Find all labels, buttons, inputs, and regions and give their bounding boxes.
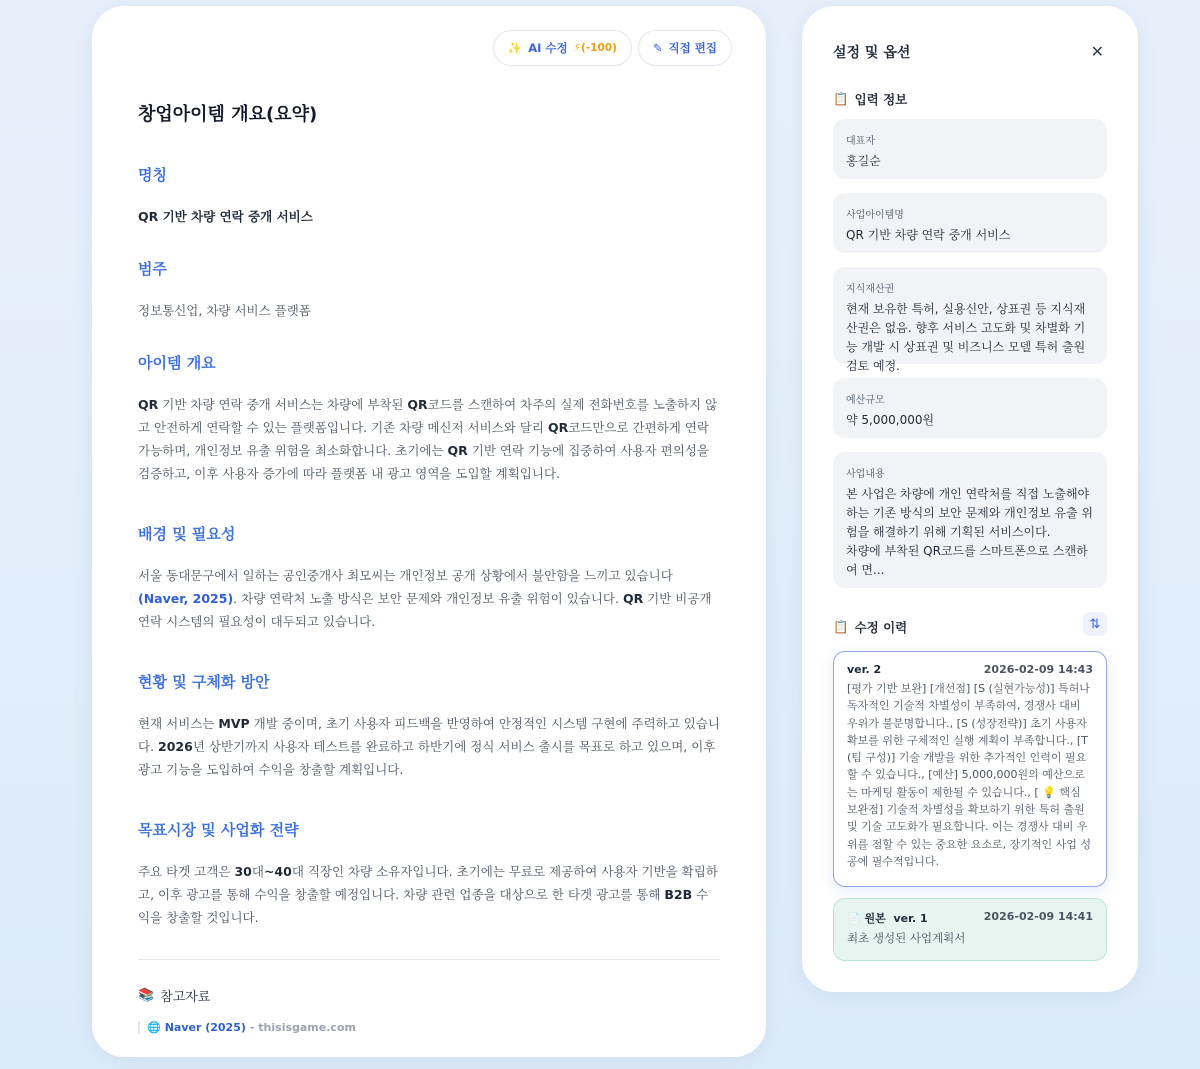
- history-title: 수정 이력: [854, 620, 908, 635]
- field-label: 대표자: [846, 136, 875, 147]
- settings-panel: [802, 6, 1138, 992]
- field-label: 지식재산권: [846, 284, 895, 295]
- section-heading: 목표시장 및 사업화 전략: [138, 821, 299, 839]
- field-business[interactable]: [833, 452, 1107, 588]
- section-paragraph: [138, 393, 720, 485]
- text-segment: QR: [138, 397, 159, 412]
- text-segment: B2B: [664, 887, 693, 902]
- version-body: [평가 기반 보완] [개선점] [S (실현가능성)] 특허나 독자적인 기술적 차별성이 부족하여, 경쟁사 대비 우위가 불분명합니다., [S (성장전략)] 초기 사용자 확보를 위한 구체적인 실행 계획이 부족합니다., [T (팀 구성)] 기술 개발을 위한 추가적인 인력이 필요할 수 있습니다., [예산] 5,000,000원의 예산으로는 마케팅 활동이 제한될 수 있습니다., [ 💡 핵심 보완점] 기술적 차별성을 확보하기 위한 특허 출원 및 기술 고도화가 필요합니다. 이는 경쟁사 대비 우위를 점할 수 있는 중요한 요소로, 장기적인 사업 성공에 필수적입니다.: [847, 682, 1091, 868]
- ai-edit-button[interactable]: [493, 30, 632, 66]
- section-paragraph: [138, 712, 720, 781]
- history-heading: [833, 618, 907, 636]
- text-segment: 기반 비공개 연락 시스템의 필요성이 대두되고 있습니다.: [138, 591, 712, 629]
- field-value: 본 사업은 차량에 개인 연락처를 직접 노출해야 하는 기존 방식의 보안 문제와 개인정보 유출 위험을 해결하기 위해 기획된 서비스이다. 차량에 부착된 QR코드를 스마트폰으로 스캔하여 면...: [846, 487, 1093, 577]
- globe-icon: 🌐: [147, 1021, 161, 1034]
- document-icon: 📄: [847, 912, 861, 925]
- clipboard-icon: 📋: [833, 619, 849, 634]
- field-ip[interactable]: [833, 267, 1107, 373]
- text-segment: MVP: [218, 716, 250, 731]
- input-info-heading: [833, 90, 907, 108]
- text-segment: 대: [251, 864, 264, 879]
- divider: [138, 959, 720, 960]
- text-segment: 코드를 스캔하여 차주의 실제 전화번호를 노출하지 않고 안전하게 연락할 수 있는 플랫폼입니다. 기존 차량 메신저 서비스와 달리: [138, 397, 718, 435]
- text-segment: ~40: [263, 864, 292, 879]
- text-segment: 서울 동대문구에서 일하는 공인중개사 최모씨는 개인정보 공개 상황에서 불안함을 느끼고 있습니다: [138, 568, 673, 583]
- reference-link[interactable]: Naver (2025): [164, 1021, 246, 1034]
- field-label: 사업내용: [846, 469, 885, 480]
- pencil-icon: ✎: [652, 41, 663, 55]
- text-segment: 30: [234, 864, 252, 879]
- field-value: 현재 보유한 특허, 실용신안, 상표권 등 지식재산권은 없음. 향후 서비스 고도화 및 차별화 기능 개발 시 상표권 및 비즈니스 모델 특허 출원 검토 예정.: [846, 302, 1086, 373]
- text-segment: 코드만으로 간편하게 연락 가능하며, 개인정보 유출 위험을 최소화합니다. 초기에는: [138, 420, 709, 458]
- version-item-1[interactable]: [833, 898, 1107, 961]
- text-segment: 기반 연락 기능에 집중하여 사용자 편의성을 검증하고, 이후 사용자 증가에 따라 플랫폼 내 광고 영역을 도입할 계획입니다.: [138, 443, 709, 481]
- text-segment: 주요 타겟 고객은: [138, 864, 235, 879]
- document-card: [92, 6, 766, 1057]
- text-segment: 개발 중이며, 초기 사용자 피드백을 반영하여 안정적인 시스템 구현에 주력하고 있습니다.: [138, 716, 720, 754]
- field-budget[interactable]: [833, 378, 1107, 438]
- text-segment: QR: [407, 397, 428, 412]
- input-info-title: 입력 정보: [854, 92, 908, 107]
- text-segment: 2026: [158, 739, 193, 754]
- field-item-name[interactable]: [833, 193, 1107, 253]
- text-segment: QR: [547, 420, 569, 435]
- text-segment: 기반 차량 연락 중개 서비스는 차량에 부착된: [158, 397, 408, 412]
- section-heading: 아이템 개요: [138, 354, 216, 372]
- section-paragraph: [138, 299, 720, 322]
- text-segment: QR: [447, 443, 468, 458]
- text-segment: QR 기반 차량 연락 중개 서비스: [138, 209, 313, 224]
- text-segment: 년 상반기까지 사용자 테스트를 완료하고 하반기에 정식 서비스 출시를 목표로 하고 있으며, 이후 광고 기능을 도입하여 수익을 창출할 계획입니다.: [138, 739, 716, 777]
- references-heading: [138, 986, 720, 1005]
- section-heading: 배경 및 필요성: [138, 525, 236, 543]
- version-item-2[interactable]: [833, 651, 1107, 887]
- text-segment: 수익을 창출할 것입니다.: [138, 887, 709, 925]
- field-label: 예산규모: [846, 395, 885, 406]
- magic-wand-icon: ✨: [507, 41, 523, 55]
- sync-icon[interactable]: ⇅: [1083, 612, 1107, 636]
- field-label: 사업아이템명: [846, 210, 904, 221]
- ai-edit-label: AI 수정: [528, 41, 568, 55]
- citation-link[interactable]: (Naver, 2025): [138, 591, 234, 606]
- version-date: 2026-02-09 14:43: [983, 663, 1093, 676]
- references-title: 참고자료: [160, 990, 211, 1005]
- clipboard-icon: 📋: [833, 91, 849, 106]
- books-icon: 📚: [138, 988, 155, 1003]
- reference-item: [138, 1021, 720, 1034]
- version-label: ver. 2: [847, 663, 882, 676]
- section-paragraph: [138, 860, 720, 929]
- close-icon[interactable]: ✕: [1090, 42, 1104, 61]
- direct-edit-button[interactable]: [638, 30, 732, 66]
- direct-edit-label: 직접 편집: [668, 41, 717, 55]
- field-value: 약 5,000,000원: [846, 413, 935, 427]
- page-title: 창업아이템 개요(요약): [138, 104, 318, 125]
- text-segment: QR: [622, 591, 644, 606]
- original-badge: 원본: [864, 912, 886, 925]
- text-segment: 정보통신업, 차량 서비스 플랫폼: [138, 303, 311, 318]
- section-paragraph: [138, 564, 720, 633]
- text-segment: 현재 서비스는: [138, 716, 219, 731]
- document-content: [138, 100, 720, 1034]
- reference-source: - thisisgame.com: [249, 1021, 356, 1034]
- section-heading: 범주: [138, 260, 167, 278]
- text-segment: . 차량 연락처 노출 방식은 보안 문제와 개인정보 유출 위험이 있습니다.: [233, 591, 623, 606]
- version-date: 2026-02-09 14:41: [983, 910, 1093, 923]
- toolbar: [493, 30, 732, 66]
- version-label: ver. 1: [893, 912, 928, 925]
- field-value: 홍길순: [846, 154, 881, 168]
- panel-title: 설정 및 옵션: [833, 45, 911, 61]
- section-heading: 현황 및 구체화 방안: [138, 673, 270, 691]
- text-segment: 대 직장인 차량 소유자입니다. 초기에는 무료로 제공하여 사용자 기반을 확립하고, 이후 광고를 통해 수익을 창출할 예정입니다. 차량 관련 업종을 대상으로 한 타겟 광고를 통해: [138, 864, 718, 902]
- field-representative[interactable]: [833, 119, 1107, 179]
- version-body: 최초 생성된 사업계획서: [847, 931, 966, 945]
- field-value: QR 기반 차량 연락 중개 서비스: [846, 228, 1011, 242]
- section-paragraph: [138, 205, 720, 228]
- section-heading: 명칭: [138, 166, 167, 184]
- ai-edit-cost: ⚡(-100): [573, 42, 617, 54]
